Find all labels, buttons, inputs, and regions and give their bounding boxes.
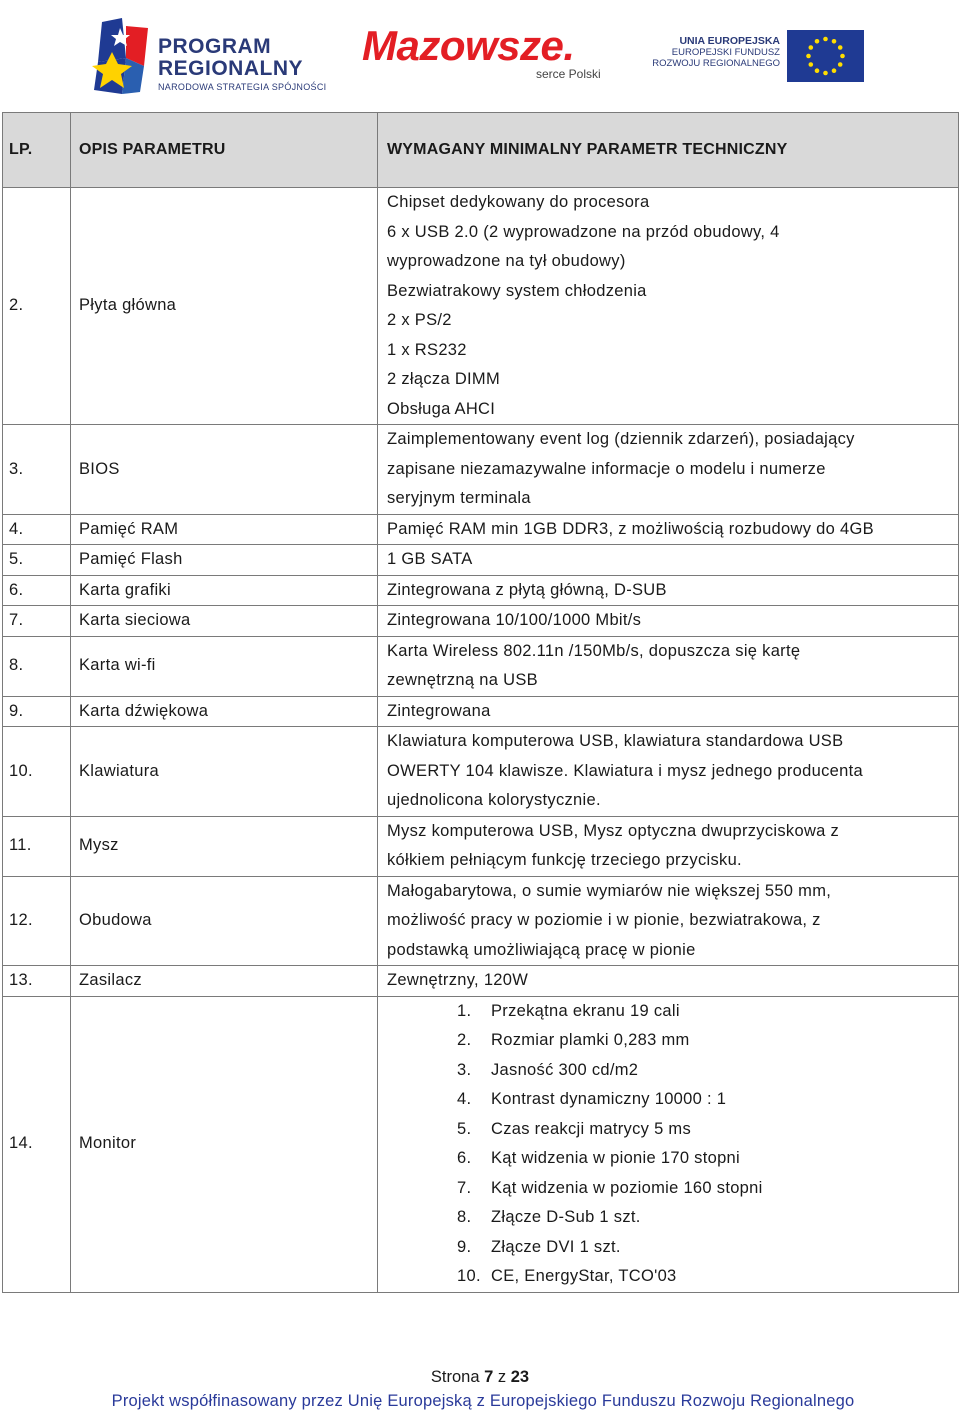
item-text: Jasność 300 cd/m2 [491,1060,639,1079]
spec-line: 2 złącza DIMM [387,370,501,388]
spec-line: kółkiem pełniącym funkcję trzeciego przycisku. [387,851,742,869]
row-lp: 2. [3,188,71,425]
spec-line: 2 x PS/2 [387,311,452,329]
item-number: 5. [457,1119,472,1138]
item-number: 10. [457,1267,481,1285]
eu-flag-icon [787,30,864,82]
item-number: 7. [457,1178,472,1197]
eu-line3: ROZWOJU REGIONALNEGO [652,58,780,69]
spec-line: 6 x USB 2.0 (2 wyprowadzone na przód obudowy, 4 [387,222,780,241]
page-prefix: Strona [430,1368,480,1386]
spec-line: Obsługa AHCI [387,399,496,418]
item-number: 4. [457,1090,472,1108]
row-name: Obudowa [71,876,378,966]
spec-line: zewnętrzną na USB [387,671,538,689]
spec-line: seryjnym terminala [387,489,531,507]
spec-line: Bezwiatrakowy system chłodzenia [387,281,647,300]
spec-line: Mysz komputerowa USB, Mysz optyczna dwuprzyciskowa z [387,821,840,840]
spec-line: Karta Wireless 802.11n /150Mb/s, dopuszcza się kartę [387,641,801,660]
item-text: Rozmiar plamki 0,283 mm [491,1031,690,1049]
row-name: Płyta główna [71,188,378,425]
list-item [457,1026,958,1056]
spec-line: Zintegrowana z płytą główną, D-SUB [387,580,667,599]
spec-line: podstawką umożliwiającą pracę w pionie [387,940,696,959]
list-item [457,1203,958,1233]
item-number: 6. [457,1149,472,1167]
mazowsze-logo [362,24,622,84]
table-row [3,727,959,817]
row-name: Karta grafiki [71,575,378,606]
row-spec [378,188,959,425]
row-name: Pamięć RAM [71,514,378,545]
header-lp: LP. [3,113,71,188]
row-name: Mysz [71,816,378,876]
table-row [3,966,959,997]
item-text: Kąt widzenia w pionie 170 stopni [491,1149,741,1167]
spec-line: Klawiatura komputerowa USB, klawiatura standardowa USB [387,732,844,750]
spec-line: Pamięć RAM min 1GB DDR3, z możliwością rozbudowy do 4GB [387,519,874,538]
regionalny-label: REGIONALNY [158,57,304,80]
row-lp: 8. [3,636,71,696]
row-lp: 6. [3,575,71,606]
item-number: 8. [457,1208,472,1226]
row-name: Zasilacz [71,966,378,997]
row-name: Karta wi-fi [71,636,378,696]
row-lp: 14. [3,996,71,1292]
spec-line: zapisane niezamazywalne informacje o modelu i numerze [387,459,826,478]
item-text: Złącze D-Sub 1 szt. [491,1208,641,1226]
table-row [3,876,959,966]
spec-line: 1 GB SATA [387,550,473,568]
list-item [457,1262,958,1292]
mazowsze-wordmark: Mazowsze. [362,22,575,69]
monitor-spec-list [387,997,958,1292]
row-name: Pamięć Flash [71,545,378,576]
row-lp: 9. [3,696,71,727]
spec-line: Zewnętrzny, 120W [387,971,529,989]
row-name: BIOS [71,425,378,515]
spec-line: Zaimplementowany event log (dziennik zdarzeń), posiadający [387,430,855,448]
header-logos [0,0,960,110]
eu-line2: EUROPEJSKI FUNDUSZ [671,47,780,58]
row-lp: 7. [3,606,71,637]
row-lp: 5. [3,545,71,576]
row-name: Karta dźwiękowa [71,696,378,727]
strategia-label: NARODOWA STRATEGIA SPÓJNOŚCI [158,82,327,92]
table-row [3,816,959,876]
row-spec [378,514,959,545]
list-item [457,1085,958,1115]
table-row [3,514,959,545]
list-item [457,1233,958,1263]
page-total: 23 [510,1368,530,1386]
row-spec [378,696,959,727]
header-opis: OPIS PARAMETRU [71,113,378,188]
row-name: Karta sieciowa [71,606,378,637]
row-spec [378,816,959,876]
row-lp: 10. [3,727,71,817]
project-footer: Projekt współfinasowany przez Unię Europejską z Europejskiego Funduszu Rozwoju Regionalnego [111,1392,855,1410]
eu-line1: UNIA EUROPEJSKA [679,35,780,47]
program-regionalny-logo [92,16,332,96]
table-row [3,425,959,515]
row-spec [378,425,959,515]
mazowsze-tagline: serce Polski [536,67,601,81]
spec-line: Małogabarytowa, o sumie wymiarów nie większej 550 mm, [387,881,832,900]
page-number [0,1368,960,1387]
row-lp: 13. [3,966,71,997]
spec-table [2,112,959,1293]
row-spec [378,606,959,637]
page-current: 7 [484,1368,494,1386]
item-number: 3. [457,1060,472,1079]
item-text: Przekątna ekranu 19 cali [491,1001,680,1020]
spec-line: ujednolicona kolorystycznie. [387,791,601,809]
item-number: 2. [457,1031,472,1049]
header-wymagany: WYMAGANY MINIMALNY PARAMETR TECHNICZNY [378,113,959,188]
monitor-spec [378,996,959,1292]
spec-line: Chipset dedykowany do procesora [387,193,650,211]
program-label: PROGRAM [158,35,272,58]
row-lp: 11. [3,816,71,876]
item-text: CE, EnergyStar, TCO'03 [491,1267,677,1285]
eu-logo [652,30,864,82]
spec-line: 1 x RS232 [387,340,467,359]
row-lp: 3. [3,425,71,515]
row-lp: 4. [3,514,71,545]
row-name: Monitor [71,996,378,1292]
spec-line: Zintegrowana [387,701,491,720]
star-logo-icon [92,18,152,94]
spec-line: Zintegrowana 10/100/1000 Mbit/s [387,611,642,629]
table-row-monitor [3,996,959,1292]
item-text: Kąt widzenia w poziomie 160 stopni [491,1178,763,1197]
row-spec [378,727,959,817]
list-item [457,1056,958,1086]
list-item [457,1144,958,1174]
row-lp: 12. [3,876,71,966]
item-text: Złącze DVI 1 szt. [491,1237,621,1256]
item-number: 9. [457,1237,472,1256]
row-spec [378,575,959,606]
table-row [3,606,959,637]
item-text: Czas reakcji matrycy 5 ms [491,1119,692,1138]
row-spec [378,876,959,966]
table-row [3,696,959,727]
table-row [3,188,959,425]
row-name: Klawiatura [71,727,378,817]
spec-line: wyprowadzone na tył obudowy) [387,252,626,270]
item-text: Kontrast dynamiczny 10000 : 1 [491,1090,727,1108]
page-mid: z [497,1368,507,1386]
row-spec [378,545,959,576]
table-row [3,575,959,606]
table-row [3,545,959,576]
table-header-row [3,113,959,188]
spec-line: możliwość pracy w poziomie i w pionie, bezwiatrakowa, z [387,911,821,929]
row-spec [378,966,959,997]
item-number: 1. [457,1001,472,1020]
list-item [457,1115,958,1145]
list-item [457,997,958,1027]
spec-line: OWERTY 104 klawisze. Klawiatura i mysz jednego producenta [387,761,863,780]
row-spec [378,636,959,696]
list-item [457,1174,958,1204]
table-row [3,636,959,696]
